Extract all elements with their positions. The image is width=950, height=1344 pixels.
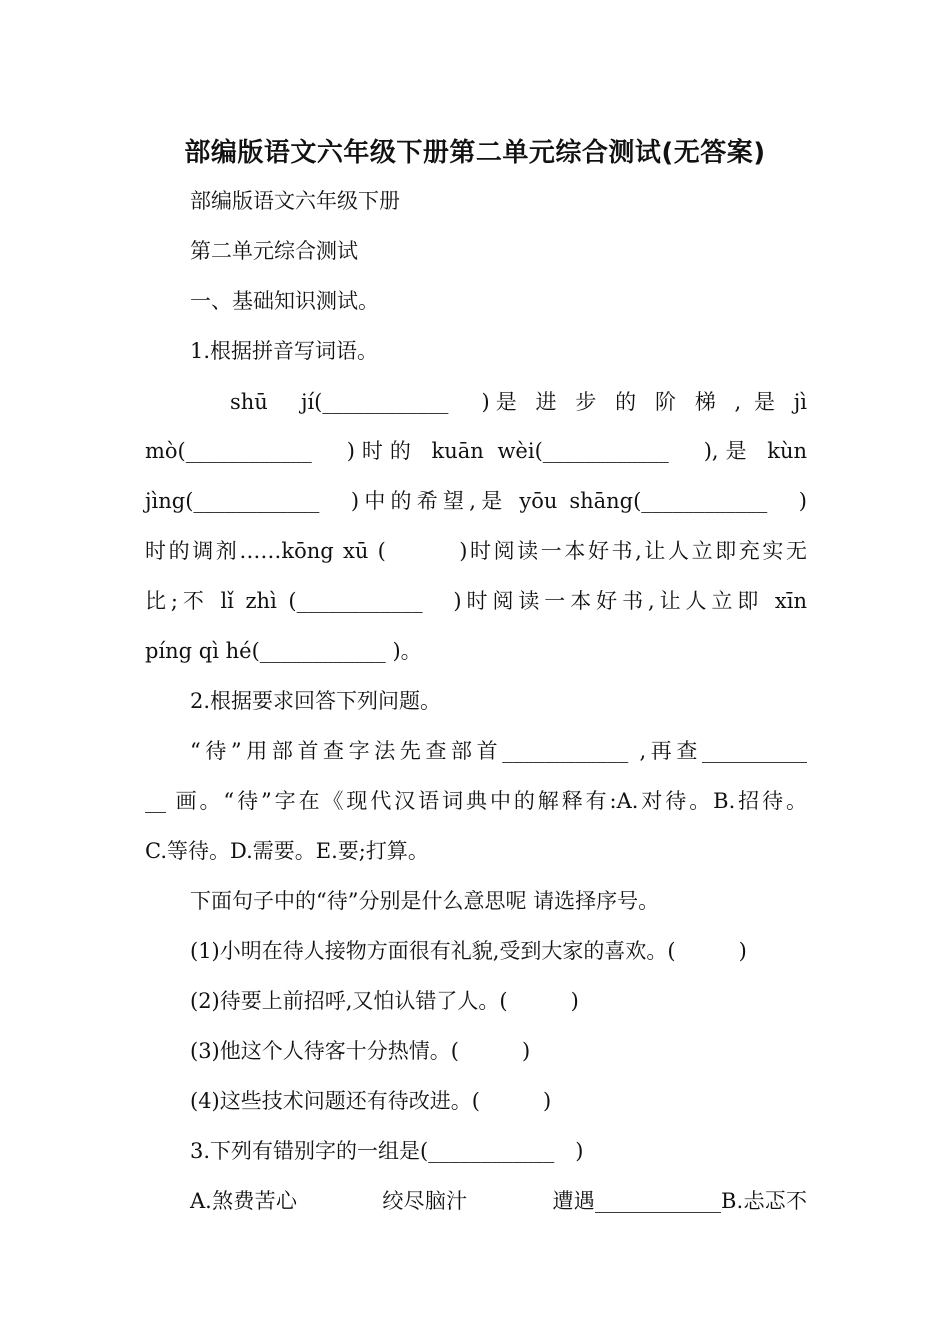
question-heading: 3.下列有错别字的一组是(____________ ) (190, 1139, 584, 1163)
sub-question: (1)小明在待人接物方面很有礼貌,受到大家的喜欢。( ) (190, 939, 747, 963)
question-heading: 2.根据要求回答下列问题。 (190, 689, 442, 713)
text-line: 时的调剂……kōng xū ( )时阅读一本好书,让人立即充实无 (145, 539, 807, 563)
text-line: A.煞费苦心 绞尽脑汁 遭遇____________B.忐忑不 (190, 1189, 807, 1213)
text-line: __ 画。“待”字在《现代汉语词典中的解释有:A.对待。B.招待。 (145, 789, 807, 813)
text-line: 第二单元综合测试 (190, 239, 358, 263)
text-line: píng qì hé(____________ )。 (145, 639, 422, 663)
text-line: shū jí(____________ )是 进 步 的 阶 梯 , 是 jì (230, 390, 807, 414)
text-line: C.等待。D.需要。E.要;打算。 (145, 839, 429, 863)
text-line: 比;不 lǐ zhì (____________ )时阅读一本好书,让人立即 xīn (145, 589, 807, 613)
sub-question: (4)这些技术问题还有待改进。( ) (190, 1089, 552, 1113)
sub-question: (2)待要上前招呼,又怕认错了人。( ) (190, 989, 579, 1013)
section-heading: 一、基础知识测试。 (190, 289, 379, 313)
document-title: 部编版语文六年级下册第二单元综合测试(无答案) (184, 138, 766, 168)
text-line: 下面句子中的“待”分别是什么意思呢 请选择序号。 (190, 889, 660, 913)
text-line: jìng(____________ )中的希望,是 yōu shāng(____________ ) (145, 489, 807, 513)
text-line: mò(____________ )时的 kuān wèi(____________ ),是 kùn (145, 439, 807, 463)
question-heading: 1.根据拼音写词语。 (190, 339, 379, 363)
text-line: 部编版语文六年级下册 (190, 189, 400, 213)
sub-question: (3)他这个人待客十分热情。( ) (190, 1039, 531, 1063)
text-line: “待”用部首查字法先查部首____________ ,再查__________ (190, 739, 807, 763)
